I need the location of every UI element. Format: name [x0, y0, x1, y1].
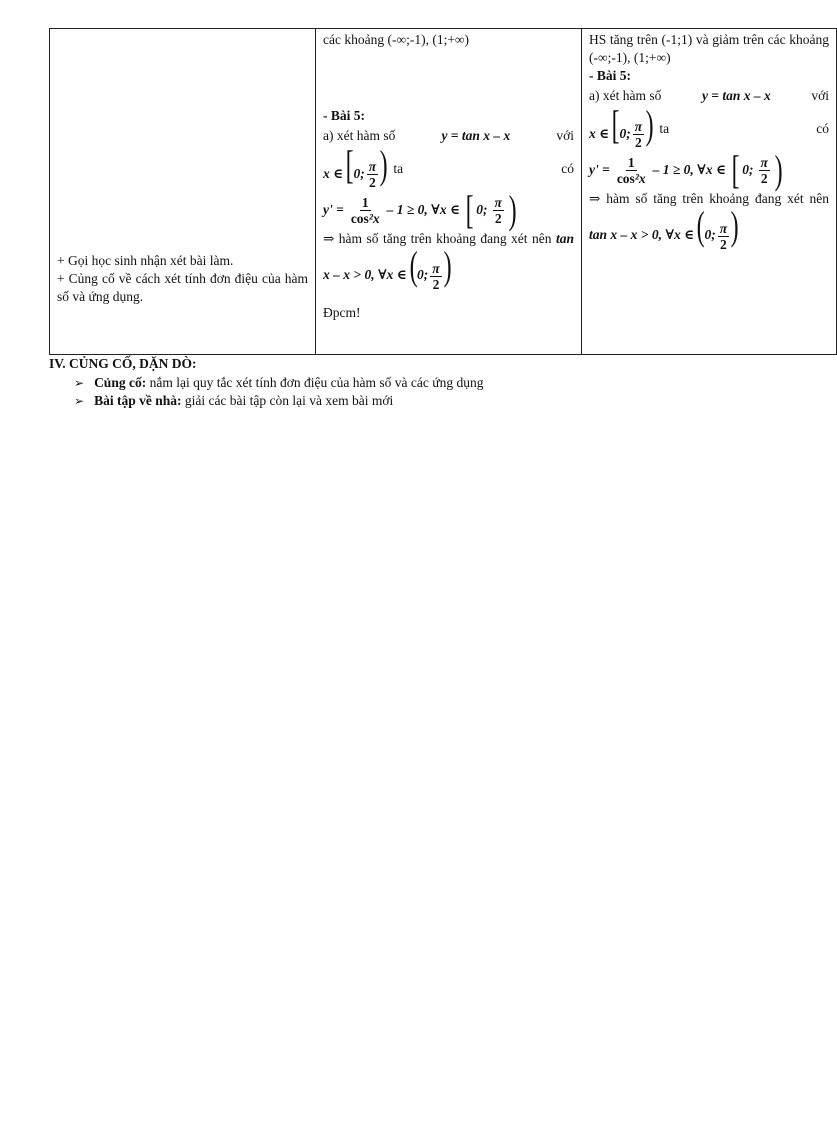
- table-row: [50, 29, 837, 355]
- item-text: nắm lại quy tắc xét tính đơn điệu của hàm số và các ứng dụng: [149, 375, 484, 390]
- summary-list: [74, 374, 483, 410]
- item-label: Bài tập về nhà:: [94, 393, 182, 408]
- qed-text: Đpcm!: [323, 304, 361, 320]
- conclusion-formula: tan x – x > 0, ∀x ∈(0; $\frac{\pi}{2}$ ): [589, 203, 739, 252]
- function-formula: y = tan x – x: [441, 128, 511, 143]
- part-a-label: a) xét hàm số: [589, 88, 662, 103]
- ta-label: ta: [659, 120, 670, 136]
- domain-line: [323, 142, 574, 191]
- function-line: [589, 87, 829, 105]
- with-label: với: [556, 128, 574, 143]
- student-activity-cell: [582, 29, 837, 355]
- domain-line: [589, 102, 829, 151]
- increasing-text: ⇒ hàm số tăng trên khoảng đang xét nên tan x – x > 0, ∀x ∈(0; $\frac{\pi}{2}$ ): [589, 191, 829, 252]
- section-title: IV. CỦNG CỐ, DẶN DÒ:: [49, 356, 197, 371]
- co-label: có: [561, 160, 574, 176]
- activity-line-1: + Gọi học sinh nhận xét bài làm.: [57, 253, 234, 268]
- domain-formula: x ∈[0; $\frac{\pi}{2}$ ): [589, 102, 654, 151]
- teacher-activity-cell: [50, 29, 316, 355]
- domain-formula: x ∈[0; $\frac{\pi}{2}$ ): [323, 142, 388, 191]
- function-line: [323, 127, 574, 145]
- student-result-text: HS tăng trên (-1;1) và giảm trên các khoảng (-∞;-1), (1;+∞): [589, 32, 829, 65]
- co-label: có: [816, 120, 829, 136]
- derivative-formula: y' = $\frac{1}{\text{cos²x}}$ – 1 ≥ 0, ∀x ∈ [ 0; $\frac{\pi}{2}$ ): [323, 187, 517, 233]
- derivative-line: [323, 187, 574, 233]
- arrowhead-bullet-icon: ➢: [74, 376, 85, 390]
- part-a-label: a) xét hàm số: [323, 128, 396, 143]
- item-text: giải các bài tập còn lại và xem bài mới: [184, 393, 394, 408]
- list-item: [74, 392, 483, 410]
- exercise-heading: - Bài 5:: [589, 68, 631, 83]
- item-label: Củng cố:: [94, 375, 147, 390]
- derivative-line: [589, 147, 829, 193]
- arrowhead-bullet-icon: ➢: [74, 394, 85, 408]
- list-item: [74, 374, 483, 392]
- increasing-text: ⇒ hàm số tăng trên khoảng đang xét nên tan x – x > 0, ∀x ∈(0; $\frac{\pi}{2}$ ): [323, 231, 574, 292]
- with-label: với: [811, 88, 829, 103]
- activity-line-2: + Củng cố về cách xét tính đơn điệu của hàm số và ứng dụng.: [57, 271, 308, 304]
- lesson-table: [49, 28, 837, 355]
- intervals-text: các khoảng (-∞;-1), (1;+∞): [323, 32, 470, 47]
- exercise-heading: - Bài 5:: [323, 108, 365, 123]
- board-content-cell: [316, 29, 582, 355]
- function-formula: y = tan x – x: [701, 88, 771, 103]
- ta-label: ta: [393, 160, 404, 176]
- conclusion-formula: tan x – x > 0, ∀x ∈(0; $\frac{\pi}{2}$ ): [323, 231, 574, 292]
- derivative-formula: y' = $\frac{1}{\text{cos²x}}$ – 1 ≥ 0, ∀x ∈ [ 0; $\frac{\pi}{2}$ ): [589, 147, 783, 193]
